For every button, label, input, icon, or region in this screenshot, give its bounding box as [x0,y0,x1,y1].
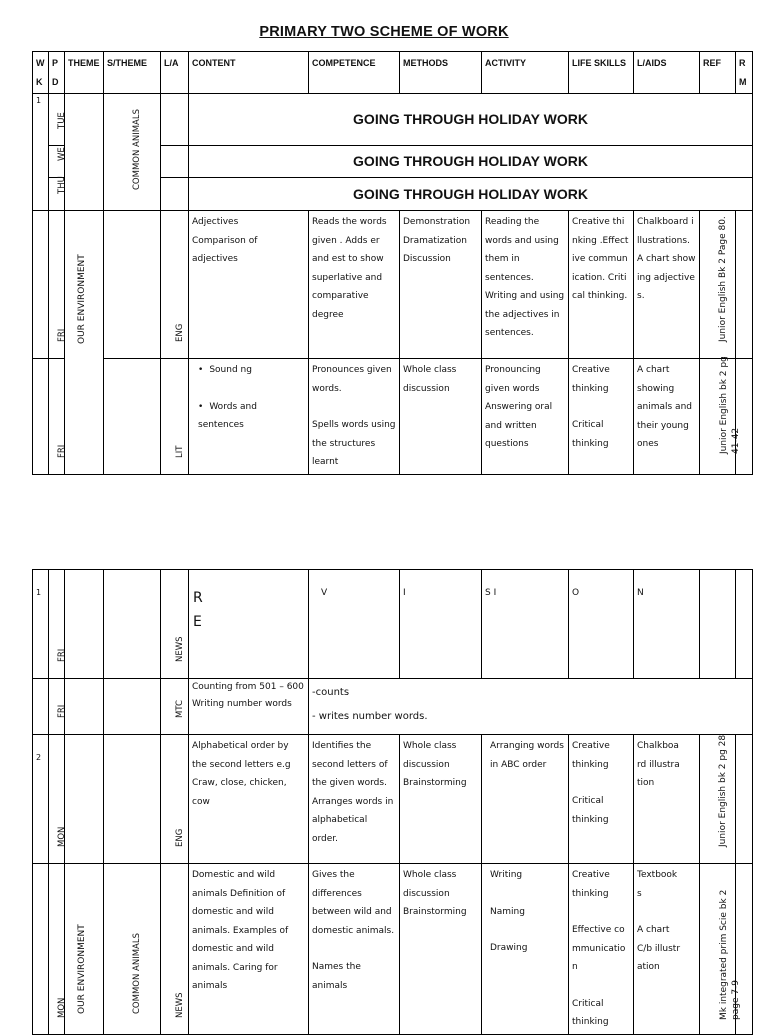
revision-letter: S I [482,570,569,679]
remarks-cell [736,211,753,359]
day-cell: MON [49,735,65,864]
header-period: P D [49,52,65,94]
lesson-row-literacy [33,359,753,475]
learning-area-cell [161,94,189,146]
content-cell [189,359,309,475]
methods-cell: Demonstration Dramatization Discussion [400,211,482,359]
header-methods: METHODS [400,52,482,94]
holiday-text: GOING THROUGH HOLIDAY WORK [189,94,753,146]
header-life-skills: LIFE SKILLS [569,52,634,94]
activity-cell: Arranging words in ABC order [482,735,569,864]
learning-area-cell [161,146,189,178]
holiday-text: GOING THROUGH HOLIDAY WORK [189,178,753,211]
theme-cell [65,735,104,864]
life-skills-cell [569,359,634,475]
competence-cell: Identifies the second letters of the given words. Arranges words in alphabetical order. [309,735,400,864]
revision-letter: N [634,570,700,679]
learning-area-cell: MTC [161,679,189,735]
learning-aid-line: A chart C/b illustration [637,925,681,972]
learning-area-cell: NEWS [161,570,189,679]
competence-line: -counts [312,687,350,698]
learning-aids-cell: A chart showing animals and their young ones [634,359,700,475]
competence-line: Spells words using the structures learnt [312,420,396,467]
competence-cell [309,864,400,1035]
holiday-text: GOING THROUGH HOLIDAY WORK [189,146,753,178]
method-line: Brainstorming [403,778,467,788]
methods-cell [400,864,482,1035]
life-skills-cell [569,864,634,1035]
learning-aids-cell: Chalkboard illustration [634,735,700,864]
activity-cell: Pronouncing given words Answering oral and written questions [482,359,569,475]
activity-line: Writing [490,870,523,880]
method-line: Brainstorming [403,907,467,917]
lesson-row-english [33,211,753,359]
header-competence: COMPETENCE [309,52,400,94]
sub-theme-cell [104,359,161,475]
remarks-cell [736,735,753,864]
day-cell: WE [49,146,65,178]
content-bullet: • Sound ng [192,361,305,380]
content-cell: Domestic and wild animals Definition of domestic and wild animals. Examples of domestic and wild animals. Caring for animals [189,864,309,1035]
sub-theme-cell: COMMON ANIMALS [104,864,161,1035]
header-learning-aids: L/AIDS [634,52,700,94]
methods-cell: Whole class discussion [400,359,482,475]
revision-letter: O [569,570,634,679]
learning-aid-line: Textbooks [637,870,678,899]
header-activity: ACTIVITY [482,52,569,94]
learning-aids-cell [634,864,700,1035]
life-skill-line: Creative thinking [572,870,610,899]
reference-cell: Junior English Bk 2 Page 80. [700,211,736,359]
revision-letter: I [400,570,482,679]
learning-area-cell: ENG [161,735,189,864]
competence-cell: Reads the words given . Adds er and est to show superlative and comparative degree [309,211,400,359]
week-cell [33,679,49,735]
theme-cell: OUR ENVIRONMENT [65,864,104,1035]
revision-letter: R [193,590,203,606]
lesson-row-english [33,735,753,864]
theme-cell [65,94,104,211]
competence-line: - writes number words. [312,711,428,722]
day-cell: FRI [49,679,65,735]
activity-line: Naming [490,906,525,917]
learning-area-cell: LIT [161,359,189,475]
method-line: Whole class discussion [403,741,457,770]
competence-line: Pronounces given words. [312,365,392,394]
reference-cell: Junior English bk 2 pg 41-42 [700,359,736,475]
scheme-table-1 [32,51,753,475]
header-theme: THEME [65,52,104,94]
revision-row [33,570,753,679]
week-cell [33,211,49,359]
remarks-cell [736,570,753,679]
life-skill-line: Effective communication [572,925,626,972]
lesson-row-news [33,864,753,1035]
sub-theme-cell [104,211,161,359]
content-bullet: • Words and sentences [192,398,298,435]
week-cell: 2 [33,735,49,864]
competence-line: Gives the differences between wild and domestic animals. [312,870,395,936]
revision-letter-cell [189,570,309,679]
reference-cell: Junior English bk 2 pg 28 [700,735,736,864]
learning-aids-cell: Chalkboard illustrations. A chart showing adjectives. [634,211,700,359]
learning-area-cell [161,178,189,211]
sub-theme-cell [104,570,161,679]
scheme-table-2 [32,569,753,1035]
sub-theme-cell [104,679,161,735]
method-line: Whole class discussion [403,870,457,899]
content-line: Adjectives [192,217,239,227]
activity-cell: Reading the words and using them in sentences. Writing and using the adjectives in sentences. [482,211,569,359]
learning-area-cell: NEWS [161,864,189,1035]
week-cell: 1 [33,94,49,211]
methods-cell [400,735,482,864]
week-cell [33,359,49,475]
content-line: Comparison of adjectives [192,235,258,264]
week-cell [33,864,49,1035]
life-skills-cell: Creative thinking .Effective communication. Critical thinking. [569,211,634,359]
week-cell: 1 [33,570,49,679]
life-skill-line: Creative thinking [572,741,610,770]
revision-letter: V [309,570,400,679]
content-cell: Counting from 501 – 600 Writing number words [189,679,309,735]
content-cell [189,211,309,359]
day-cell: MON [49,864,65,1035]
reference-cell [700,570,736,679]
header-sub-theme: S/THEME [104,52,161,94]
math-row [33,679,753,735]
competence-line: Names the animals [312,962,361,991]
header-week: W K [33,52,49,94]
sub-theme-cell [104,735,161,864]
competence-cell [309,679,753,735]
competence-cell [309,359,400,475]
day-cell: FRI [49,211,65,359]
day-cell: TUE [49,94,65,146]
life-skill-line: Critical thinking [572,998,609,1027]
day-cell: FRI [49,570,65,679]
header-learning-area: L/A [161,52,189,94]
holiday-row [33,94,753,146]
header-reference: REF [700,52,736,94]
header-remarks: R M [736,52,753,94]
theme-cell [65,570,104,679]
page-title: PRIMARY TWO SCHEME OF WORK [259,24,509,40]
activity-line: Drawing [490,943,528,953]
life-skill-line: Critical thinking [572,796,609,825]
header-content: CONTENT [189,52,309,94]
reference-cell: Mk integrated prim Scie bk 2 page 7-9 [700,864,736,1035]
life-skill-line: Critical thinking [572,420,609,449]
learning-area-cell: ENG [161,211,189,359]
revision-letter: E [193,614,202,630]
day-cell: FRI [49,359,65,475]
life-skills-cell [569,735,634,864]
theme-cell: OUR ENVIRONMENT [65,211,104,475]
theme-cell [65,679,104,735]
content-cell: Alphabetical order by the second letters e.g Craw, close, chicken, cow [189,735,309,864]
activity-cell [482,864,569,1035]
day-cell: THU [49,178,65,211]
life-skill-line: Creative thinking [572,365,610,394]
sub-theme-cell: COMMON ANIMALS [104,94,161,211]
